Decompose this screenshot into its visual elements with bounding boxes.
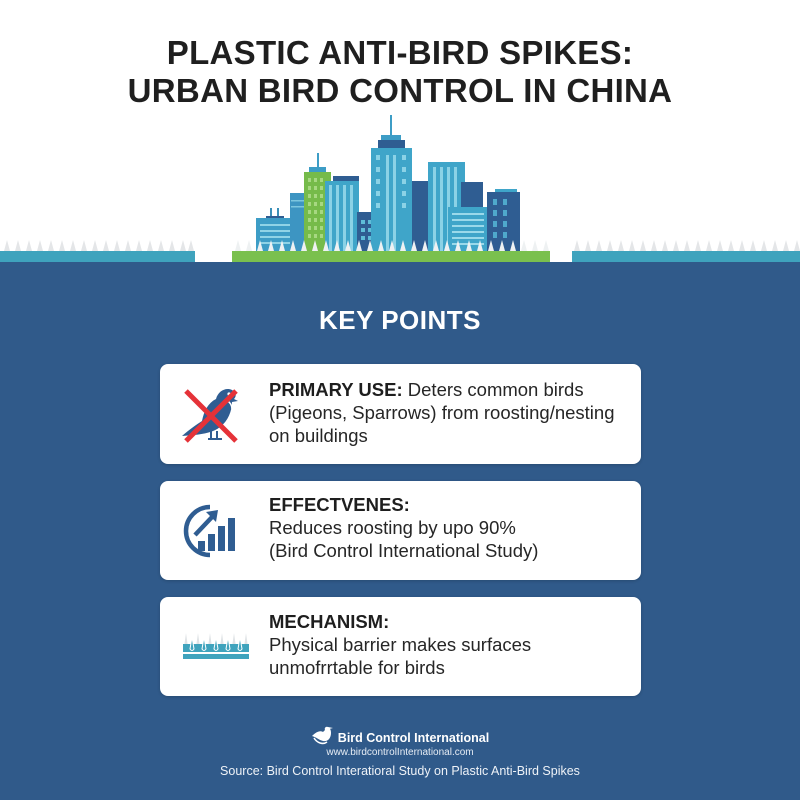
right-ledge-spikes [574, 240, 800, 251]
effectiveness-line-1: Reduces roosting by upo 90% [269, 517, 516, 538]
left-ledge-spikes [4, 240, 194, 251]
effectiveness-text [269, 493, 627, 562]
mechanism-card [160, 597, 641, 696]
buildings [256, 115, 520, 252]
mechanism-line-1: Physical barrier makes surfaces [269, 634, 532, 655]
growth-chart-icon [180, 501, 240, 561]
primary-use-text [269, 378, 627, 447]
right-teal-ledge [572, 251, 800, 262]
brand-url[interactable]: www.birdcontrolInternational.com [326, 747, 474, 758]
effectiveness-card [160, 481, 641, 580]
key-points-heading: KEY POINTS [318, 305, 481, 335]
green-ground [232, 251, 550, 262]
mechanism-label: MECHANISM: [269, 611, 390, 632]
effectiveness-label: EFFECTVENES: [269, 494, 410, 515]
primary-use-card [160, 364, 641, 464]
primary-use-label: PRIMARY USE: [269, 379, 403, 400]
effectiveness-line-2: (Bird Control International Study) [269, 540, 539, 561]
hero-section [0, 0, 800, 262]
page-title [0, 34, 800, 110]
title-line-1: PLASTIC ANTI-BIRD SPIKES: [166, 34, 634, 71]
spike-strip-icon [182, 631, 250, 661]
city-skyline-illustration [0, 110, 800, 262]
mechanism-line-2: unmofrrtable for birds [269, 657, 445, 678]
rooftop-spikes [235, 240, 549, 251]
footer [0, 720, 800, 778]
dove-icon [311, 724, 335, 746]
crossed-out-pigeon-icon [174, 381, 246, 447]
left-teal-ledge [0, 251, 195, 262]
source-citation: Source: Bird Control Interatioral Study on Plastic Anti-Bird Spikes [220, 764, 580, 778]
brand-row [0, 720, 800, 746]
brand-name: Bird Control International [337, 731, 490, 745]
primary-use-description: Deters common birds (Pigeons, Sparrows) from roosting/nesting on buildings [269, 379, 615, 446]
title-line-2: URBAN BIRD CONTROL IN CHINA [127, 72, 673, 109]
mechanism-text [269, 610, 627, 679]
